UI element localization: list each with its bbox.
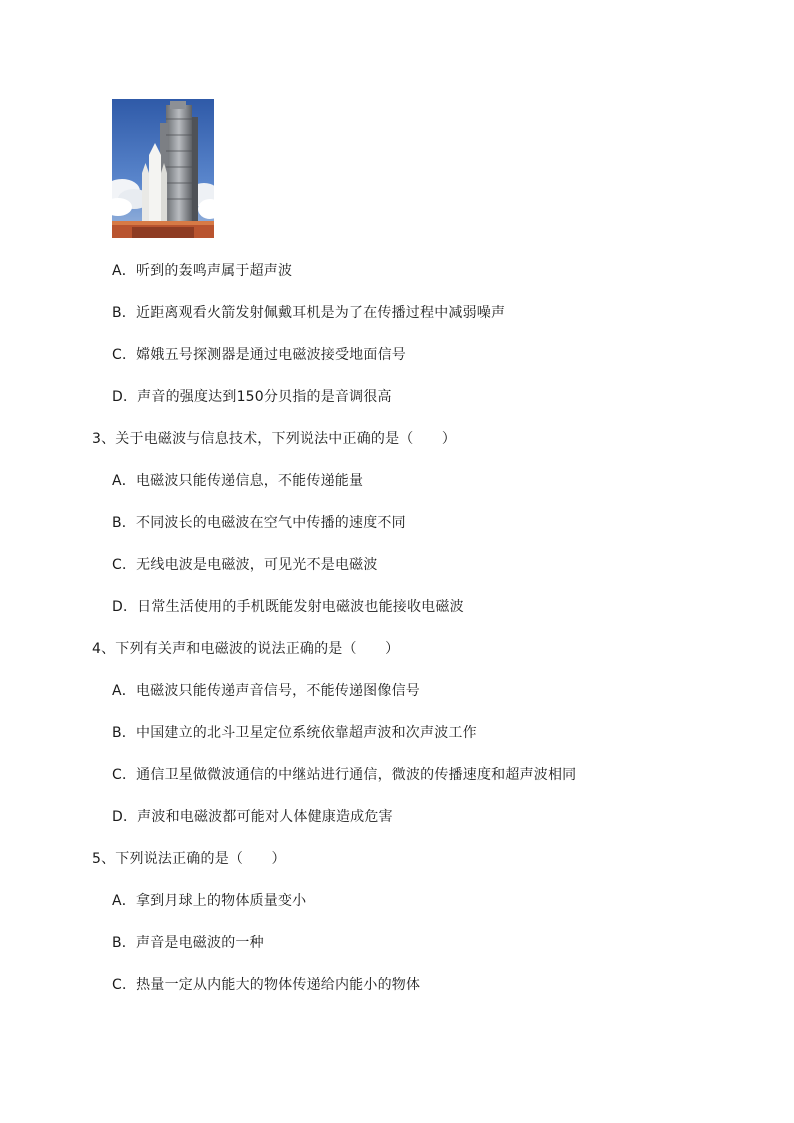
rocket-launch-photo — [112, 99, 214, 238]
q3-option-d: D．日常生活使用的手机既能发射电磁波也能接收电磁波 — [112, 599, 464, 615]
question-4-stem: 4、下列有关声和电磁波的说法正确的是（ ） — [92, 641, 400, 657]
q4-option-c: C．通信卫星做微波通信的中继站进行通信，微波的传播速度和超声波相同 — [112, 767, 577, 783]
q2-option-d: D．声音的强度达到150分贝指的是音调很高 — [112, 389, 392, 405]
q4-option-d: D．声波和电磁波都可能对人体健康造成危害 — [112, 809, 393, 825]
q3-option-b: B．不同波长的电磁波在空气中传播的速度不同 — [112, 515, 406, 531]
q5-option-b: B．声音是电磁波的一种 — [112, 935, 264, 951]
q2-option-c: C．嫦娥五号探测器是通过电磁波接受地面信号 — [112, 347, 406, 363]
q2-option-b: B．近距离观看火箭发射佩戴耳机是为了在传播过程中减弱噪声 — [112, 305, 506, 321]
q4-option-a: A．电磁波只能传递声音信号，不能传递图像信号 — [112, 683, 420, 699]
q5-option-a: A．拿到月球上的物体质量变小 — [112, 893, 307, 909]
question-3-stem: 3、关于电磁波与信息技术，下列说法中正确的是（ ） — [92, 431, 457, 447]
question-5-stem: 5、下列说法正确的是（ ） — [92, 851, 286, 867]
q3-option-a: A．电磁波只能传递信息，不能传递能量 — [112, 473, 364, 489]
q3-option-c: C．无线电波是电磁波，可见光不是电磁波 — [112, 557, 378, 573]
q5-option-c: C．热量一定从内能大的物体传递给内能小的物体 — [112, 977, 421, 993]
q4-option-b: B．中国建立的北斗卫星定位系统依靠超声波和次声波工作 — [112, 725, 477, 741]
q2-option-a: A．听到的轰鸣声属于超声波 — [112, 263, 293, 279]
